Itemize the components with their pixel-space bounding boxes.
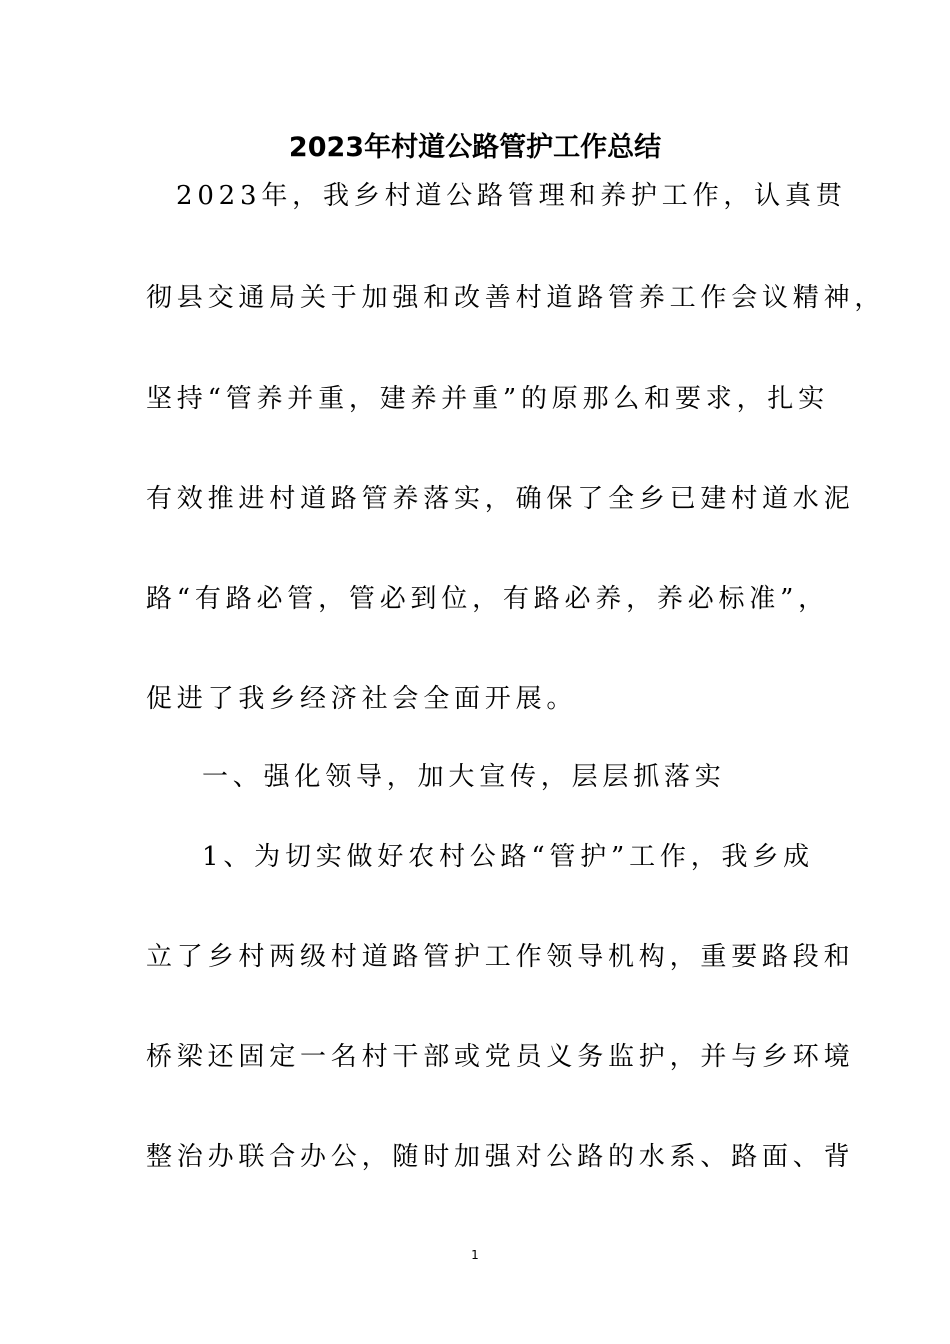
document-title: 2023年村道公路管护工作总结 [288, 132, 662, 163]
page-number: 1 [471, 1248, 479, 1262]
paragraph-line: 彻县交通局关于加强和改善村道路管养工作会议精神， [146, 283, 886, 313]
paragraph-line: 促进了我乡经济社会全面开展。 [146, 684, 578, 714]
paragraph-line: 整治办联合办公，随时加强对公路的水系、路面、背 [146, 1142, 855, 1172]
paragraph-line: 立了乡村两级村道路管护工作领导机构，重要路段和 [146, 942, 855, 972]
paragraph-line: 有效推进村道路管养落实，确保了全乡已建村道水泥 [146, 484, 855, 514]
paragraph-line: 路“有路必管，管必到位，有路必养，养必标准”， [146, 584, 829, 614]
paragraph-line: 1、为切实做好农村公路“管护”工作，我乡成 [202, 842, 814, 872]
paragraph-line: 2023年，我乡村道公路管理和养护工作，认真贯 [176, 181, 847, 211]
section-heading: 一、强化领导，加大宣传，层层抓落实 [202, 762, 726, 792]
paragraph-line: 桥梁还固定一名村干部或党员义务监护，并与乡环境 [146, 1042, 855, 1072]
paragraph-line: 坚持“管养并重，建养并重”的原那么和要求，扎实 [146, 384, 829, 414]
